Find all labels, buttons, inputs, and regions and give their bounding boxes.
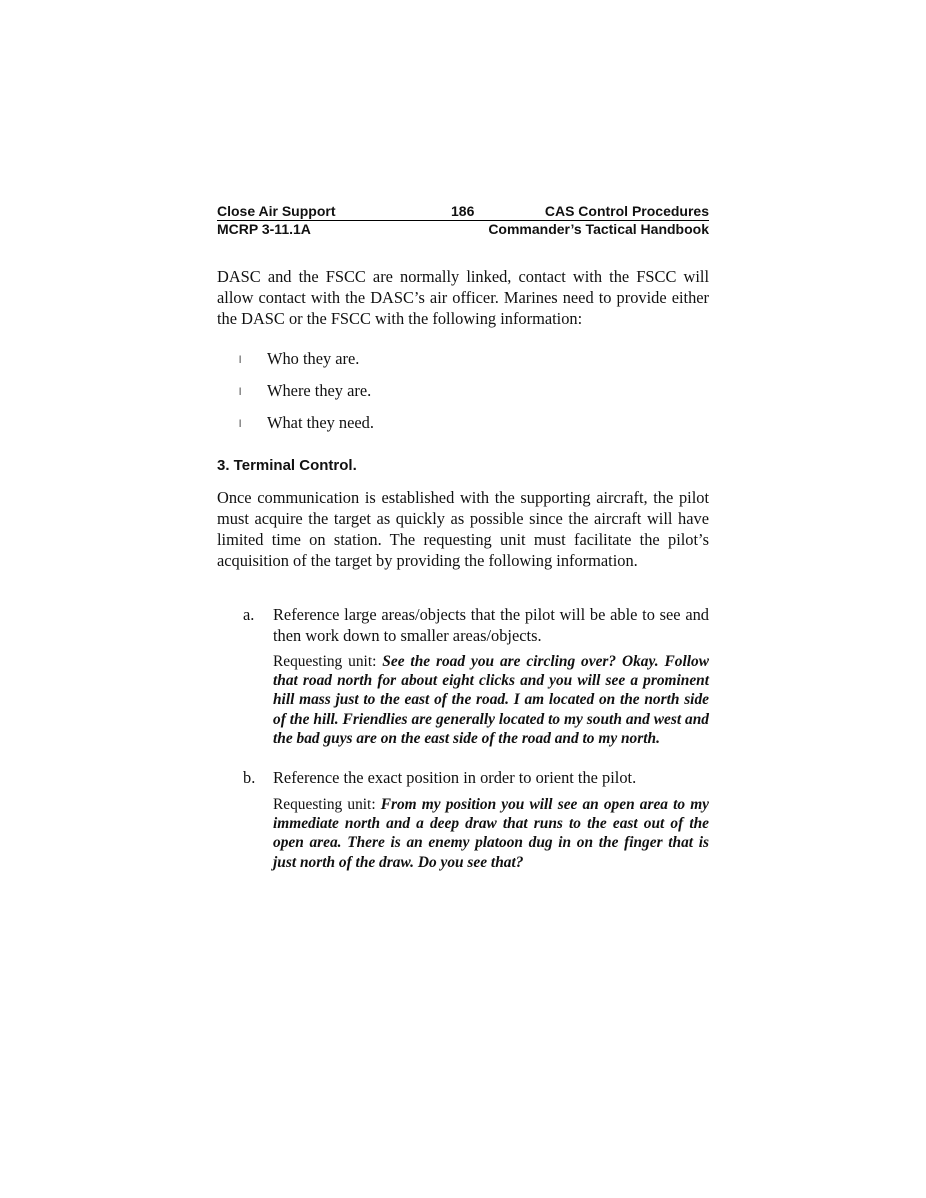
section-heading: 3. Terminal Control. bbox=[217, 457, 357, 474]
item-text: Reference the exact position in order to orient the pilot. bbox=[273, 768, 637, 787]
quote-text: See the road you are circling over? Okay. Follow that road north for about eight clicks and you will see a prominent hill mass just to the east of the road. I am located on the north side of the hill. Friendlies are generally located to my south and west and the bad guys are on the east side of the road and to my north. bbox=[273, 653, 709, 747]
item-label: a. bbox=[243, 605, 255, 624]
publication-number: MCRP 3-11.1A bbox=[217, 221, 311, 237]
page-number: 186 bbox=[451, 203, 475, 219]
book-title: Close Air Support bbox=[217, 203, 336, 219]
bullet-text: Where they are. bbox=[267, 381, 372, 400]
example-quote-b bbox=[273, 795, 709, 872]
intro-paragraph: DASC and the FSCC are normally linked, contact with the FSCC will allow contact with the DASC’s air officer. Marines need to provide either the DASC or the FSCC with the following information: bbox=[217, 267, 709, 328]
quote-prefix: Requesting unit: bbox=[273, 653, 383, 670]
bullet-text: What they need. bbox=[267, 413, 374, 432]
chapter-title: CAS Control Procedures bbox=[544, 203, 709, 219]
bullet-marker: l bbox=[239, 387, 242, 398]
bullet-text: Who they are. bbox=[267, 349, 360, 368]
example-quote-a bbox=[273, 652, 709, 748]
quote-text: From my position you will see an open area to my immediate north and a deep draw that runs to the east out of the open area. There is an enemy platoon dug in on the finger that is just north of the draw. Do you see that? bbox=[273, 796, 709, 871]
bullet-marker: l bbox=[239, 419, 242, 430]
handbook-title: Commander’s Tactical Handbook bbox=[488, 221, 709, 237]
bullet-marker: l bbox=[239, 355, 242, 366]
quote-prefix: Requesting unit: bbox=[273, 796, 381, 813]
item-label: b. bbox=[243, 768, 256, 787]
item-text: Reference large areas/objects that the pilot will be able to see and then work down to smaller areas/objects. bbox=[273, 605, 709, 645]
terminal-control-paragraph: Once communication is established with the supporting aircraft, the pilot must acquire the target as quickly as possible since the aircraft will have limited time on station. The requesting unit must facilitate the pilot’s acquisition of the target by providing the following information. bbox=[217, 488, 709, 570]
running-header-bottom bbox=[217, 221, 709, 238]
running-header-top bbox=[217, 203, 709, 221]
